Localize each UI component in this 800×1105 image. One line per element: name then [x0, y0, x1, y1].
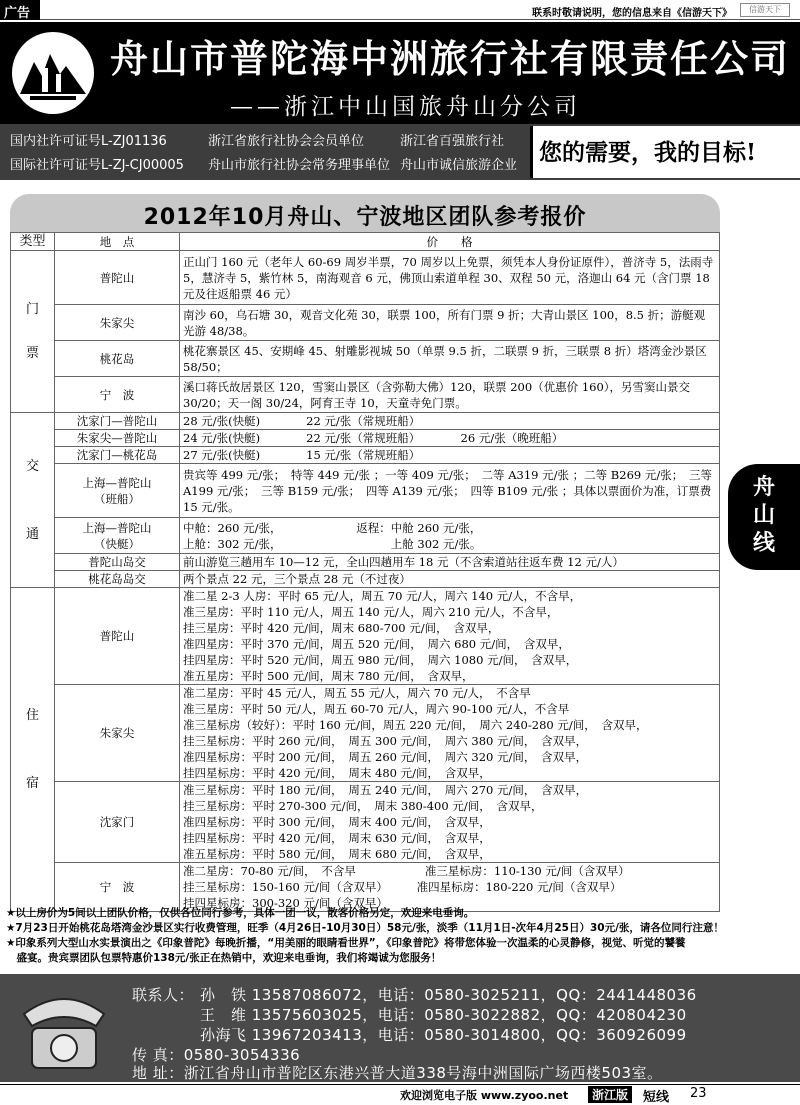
table-row [11, 447, 720, 464]
row-price: 28 元/张(快艇) 22 元/张（常规班船） [180, 413, 720, 430]
note-line: ★7月23日开始桃花岛塔湾金沙景区实行收费管理，旺季（4月26日-10月30日）58元/张，淡季（11月1日-次年4月25日）30元/张，请各位同行注意！ [6, 922, 724, 934]
row-price: 南沙 60，乌石塘 30，观音文化苑 30，联票 100，所有门票 9 折；大青山景区 100，8.5 折；游艇观光游 48/38。 [180, 305, 720, 341]
row-location: 上海—普陀山 （班船） [55, 464, 180, 518]
row-location: 朱家尖 [55, 305, 180, 341]
international-license: 国际社许可证号L-ZJ-CJ00005 [10, 158, 184, 173]
row-location: 普陀山 [55, 588, 180, 685]
contact-person: 王 维 13575603025，电话：0580-3022882，QQ：420804230 [200, 1006, 687, 1024]
contact-note: 联系时敬请说明，您的信息来自《信游天下》 [532, 8, 732, 19]
award-2: 舟山市诚信旅游企业 [400, 158, 518, 173]
membership-2: 舟山市旅行社协会常务理事单位 [208, 158, 391, 173]
row-location: 朱家尖—普陀山 [55, 430, 180, 447]
row-location: 宁 波 [55, 863, 180, 912]
top-bar [0, 0, 800, 20]
company-logo [12, 32, 94, 114]
award-1: 浙江省百强旅行社 [400, 134, 505, 149]
page-number: 23 [690, 1086, 707, 1101]
membership-1: 浙江省旅行社协会会员单位 [208, 134, 365, 149]
contact-panel [0, 974, 800, 1082]
contact-label: 联系人： [132, 986, 195, 1004]
table-row [11, 377, 720, 413]
row-location: 桃花岛 [55, 341, 180, 377]
section-side-tab: 舟 山 线 [728, 464, 800, 570]
notes [6, 906, 796, 966]
domestic-license: 国内社许可证号L-ZJ01136 [10, 134, 167, 149]
header-price: 价 格 [180, 233, 720, 251]
table-row [11, 305, 720, 341]
note-line: ★以上房价为5间以上团队价格，仅供各位同行参考，具体一团一议，散客价格另定，欢迎来电垂询。 [6, 907, 475, 919]
ad-tag: 广告 [0, 0, 40, 20]
branch-name: ——浙江中山国旅舟山分公司 [230, 94, 581, 120]
fax: 传 真：0580-3054336 [132, 1046, 301, 1064]
company-name: 舟山市普陀海中洲旅行社有限责任公司 [110, 36, 791, 81]
table-row [11, 518, 720, 554]
contact-person: 孙海飞 13967203413，电话：0580-3014800，QQ：360926099 [200, 1026, 687, 1044]
price-table-title: 2012年10月舟山、宁波地区团队参考报价 [10, 194, 720, 232]
address: 地 址：浙江省舟山市普陀区东港兴普大道338号海中洲国际广场西楼503室。 [132, 1064, 663, 1082]
row-price: 正山门 160 元（老年人 60-69 周岁半票，70 周岁以上免票，须凭本人身份证原件），普济寺 5，法雨寺 5，慧济寺 5，紫竹林 5，南海观音 6 元，佛顶山索道单程 30、双程 50 元，洛迦山 64 元（含门票 18 元及往返船票 46 元） [180, 251, 720, 305]
row-price: 前山游览三趟用车 10—12 元，全山四趟用车 18 元（不含索道站往返车费 12 元/人） [180, 554, 720, 571]
table-row [11, 554, 720, 571]
category-lodging: 住 宿 [11, 588, 55, 912]
row-price: 准二星房：70-80 元/间， 不含早 准三星标房：110-130 元/间（含双早） 挂三星标房：150-160 元/间（含双早） 准四星标房：180-220 元/间（含双早） 挂四星标房：300-320 元/间（含双早） [180, 863, 720, 912]
row-location: 上海—普陀山 （快艇） [55, 518, 180, 554]
table-row [11, 571, 720, 588]
table-row [11, 430, 720, 447]
row-location: 沈家门—普陀山 [55, 413, 180, 430]
publication-logo: 信游天下 [740, 3, 790, 17]
header-location: 地 点 [55, 233, 180, 251]
note-line: ★印象系列大型山水实景演出之《印象普陀》每晚折播，“用美丽的眼睛看世界”，《印象普陀》将带您体验一次温柔的心灵静修，视觉、听觉的饕餮 [6, 937, 686, 949]
row-location: 普陀山岛交 [55, 554, 180, 571]
note-line: 盛宴。贵宾票团队包票特惠价138元/张正在热销中，欢迎来电垂询，我们将竭诚为您服务！ [6, 952, 442, 964]
footer-website: 欢迎浏览电子版 www.zyoo.net [400, 1089, 569, 1102]
row-price: 溪口蒋氏故居景区 120，雪窦山景区（含弥勒大佛）120，联票 200（优惠价 160），另雪窦山景交 30/20；天一阁 30/24，阿育王寺 10，天童寺免门票。 [180, 377, 720, 413]
row-price: 贵宾等 499 元/张； 特等 449 元/张 ；一等 409 元/张； 二等 A319 元/张 ；二等 B269 元/张； 三等 A199 元/张； 三等 B159 元/张； 四等 A139 元/张； 四等 B109 元/张 ；具体以票面价为准，订票费 15 元/张。 [180, 464, 720, 518]
row-price: 准二星房：平时 45 元/人，周五 55 元/人，周六 70 元/人， 不含早 准三星房：平时 50 元/人，周五 60-70 元/人，周六 90-100 元/人，不含早 准三星标房（较好）：平时 160 元/间，周五 220 元/间， 周六 240-280 元/间， 含双早， 挂三星标房：平时 260 元/间， 周五 300 元/间， 周六 380 元/间， 含双早， 准四星标房：平时 200 元/间， 周五 260 元/间， 周六 320 元/间， 含双早， 挂四星标房：平时 420 元/间， 周末 480 元/间， 含双早， [180, 685, 720, 782]
row-location: 宁 波 [55, 377, 180, 413]
row-price: 准二星 2-3 人房：平时 65 元/人，周五 70 元/人，周六 140 元/人，不含早， 准三星房：平时 110 元/人，周五 140 元/人，周六 210 元/人，不含早， 挂三星房：平时 420 元/间，周末 680-700 元/间， 含双早， 准四星房：平时 370 元/间，周五 520 元/间， 周六 680 元/间， 含双早， 挂四星房：平时 520 元/间，周五 980 元/间， 周六 1080 元/间， 含双早， 准五星房：平时 500 元/间，周末 780 元/间， 含双早， [180, 588, 720, 685]
row-location: 沈家门—桃花岛 [55, 447, 180, 464]
row-location: 普陀山 [55, 251, 180, 305]
row-location: 朱家尖 [55, 685, 180, 782]
row-price: 准三星标房：平时 180 元/间， 周五 240 元/间， 周六 270 元/间， 含双早， 挂三星标房：平时 270-300 元/间， 周末 380-400 元/间， 含双早， 准四星标房：平时 300 元/间， 周末 400 元/间， 含双早， 挂四星标房：平时 420 元/间， 周末 630 元/间， 含双早， 准五星标房：平时 580 元/间， 周末 680 元/间， 含双早， [180, 782, 720, 863]
row-location: 桃花岛岛交 [55, 571, 180, 588]
row-price: 27 元/张(快艇) 15 元/张（常规班船） [180, 447, 720, 464]
header-type: 类型 [11, 233, 55, 251]
company-header [0, 22, 800, 124]
table-row [11, 863, 720, 912]
table-row [11, 413, 720, 430]
category-transport: 交 通 [11, 413, 55, 588]
table-row [11, 251, 720, 305]
row-price: 24 元/张(快艇) 22 元/张（常规班船） 26 元/张（晚班船） [180, 430, 720, 447]
table-row [11, 464, 720, 518]
category-tickets: 门 票 [11, 251, 55, 413]
table-row [11, 685, 720, 782]
row-price: 两个景点 22 元，三个景点 28 元（不过夜） [180, 571, 720, 588]
table-row [11, 341, 720, 377]
table-row [11, 588, 720, 685]
page-footer [0, 1084, 800, 1103]
edition-badge: 浙江版 [588, 1086, 632, 1103]
section-name: 短线 [643, 1090, 670, 1105]
contact-person: 孙 铁 13587086072，电话：0580-3025211，QQ：2441448036 [200, 986, 697, 1004]
row-price: 桃花寨景区 45、安期峰 45、射雕影视城 50（单票 9.5 折，二联票 9 折，三联票 8 折）塔湾金沙景区 58/50； [180, 341, 720, 377]
row-location: 沈家门 [55, 782, 180, 863]
telephone-icon [14, 984, 114, 1076]
slogan: 您的需要，我的目标! [530, 126, 800, 178]
row-price: 中舱：260 元/张， 返程：中舱 260 元/张， 上舱：302 元/张， 上舱 302 元/张。 [180, 518, 720, 554]
table-row [11, 782, 720, 863]
price-table [10, 232, 720, 912]
table-header-row [11, 233, 720, 251]
